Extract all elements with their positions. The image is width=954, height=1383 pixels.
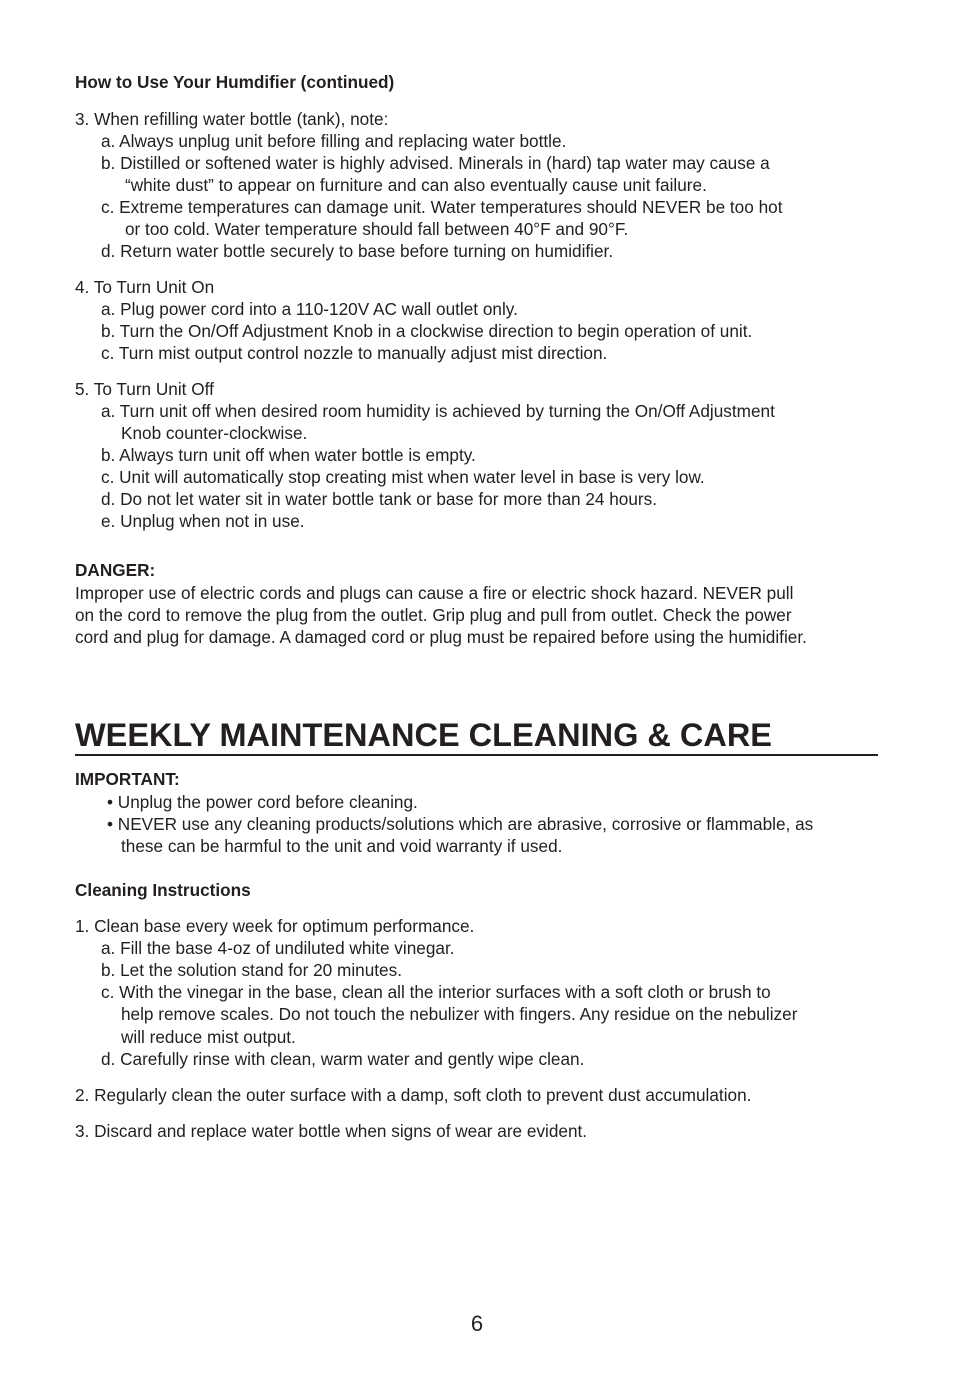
cleaning-step-1-b: b. Let the solution stand for 20 minutes. (101, 960, 402, 980)
cleaning-heading: Cleaning Instructions (75, 880, 251, 900)
important-bullet-1: • Unplug the power cord before cleaning. (107, 792, 418, 812)
cleaning-step-1-d: d. Carefully rinse with clean, warm water and gently wipe clean. (101, 1049, 585, 1069)
turn-off-item-e: e. Unplug when not in use. (101, 511, 305, 531)
cleaning-step-1-c-cont1: help remove scales. Do not touch the nebulizer with fingers. Any residue on the nebulizer (121, 1004, 798, 1024)
danger-label: DANGER: (75, 560, 156, 580)
turn-off-title: 5. To Turn Unit Off (75, 379, 214, 399)
refill-title: 3. When refilling water bottle (tank), note: (75, 109, 389, 129)
turn-off-item-d: d. Do not let water sit in water bottle tank or base for more than 24 hours. (101, 489, 658, 509)
important-label: IMPORTANT: (75, 769, 180, 789)
heading-rule (75, 754, 878, 756)
turn-off-item-a: a. Turn unit off when desired room humidity is achieved by turning the On/Off Adjustment (101, 401, 775, 421)
turn-on-item-b: b. Turn the On/Off Adjustment Knob in a clockwise direction to begin operation of unit. (101, 321, 753, 341)
cleaning-step-1-c: c. With the vinegar in the base, clean all the interior surfaces with a soft cloth or brush to (101, 982, 771, 1002)
cleaning-step-3: 3. Discard and replace water bottle when signs of wear are evident. (75, 1121, 588, 1141)
turn-off-item-a-cont: Knob counter-clockwise. (121, 423, 308, 443)
danger-line-1: Improper use of electric cords and plugs can cause a fire or electric shock hazard. NEVER pull (75, 583, 794, 603)
refill-item-b: b. Distilled or softened water is highly advised. Minerals in (hard) tap water may cause a (101, 153, 770, 173)
refill-item-d: d. Return water bottle securely to base before turning on humidifier. (101, 241, 614, 261)
cleaning-step-2: 2. Regularly clean the outer surface with a damp, soft cloth to prevent dust accumulation. (75, 1085, 752, 1105)
refill-item-c: c. Extreme temperatures can damage unit. Water temperatures should NEVER be too hot (101, 197, 783, 217)
cleaning-step-1-a: a. Fill the base 4-oz of undiluted white vinegar. (101, 938, 455, 958)
important-bullet-2-cont: these can be harmful to the unit and void warranty if used. (121, 836, 563, 856)
danger-line-2: on the cord to remove the plug from the outlet. Grip plug and pull from outlet. Check the power (75, 605, 792, 625)
danger-line-3: cord and plug for damage. A damaged cord or plug must be repaired before using the humidifier. (75, 627, 807, 647)
turn-off-item-b: b. Always turn unit off when water bottle is empty. (101, 445, 476, 465)
turn-on-item-a: a. Plug power cord into a 110-120V AC wall outlet only. (101, 299, 518, 319)
refill-item-b-cont: “white dust” to appear on furniture and can also eventually cause unit failure. (125, 175, 707, 195)
turn-on-item-c: c. Turn mist output control nozzle to manually adjust mist direction. (101, 343, 608, 363)
maintenance-heading: WEEKLY MAINTENANCE CLEANING & CARE (75, 717, 772, 753)
refill-item-c-cont: or too cold. Water temperature should fall between 40°F and 90°F. (125, 219, 629, 239)
page-number: 6 (470, 1311, 484, 1336)
turn-off-item-c: c. Unit will automatically stop creating mist when water level in base is very low. (101, 467, 705, 487)
cleaning-step-1-c-cont2: will reduce mist output. (121, 1027, 296, 1047)
usage-heading: How to Use Your Humdifier (continued) (75, 72, 395, 92)
refill-item-a: a. Always unplug unit before filling and replacing water bottle. (101, 131, 567, 151)
cleaning-step-1: 1. Clean base every week for optimum performance. (75, 916, 475, 936)
important-bullet-2: • NEVER use any cleaning products/solutions which are abrasive, corrosive or flammable, as (107, 814, 814, 834)
turn-on-title: 4. To Turn Unit On (75, 277, 215, 297)
